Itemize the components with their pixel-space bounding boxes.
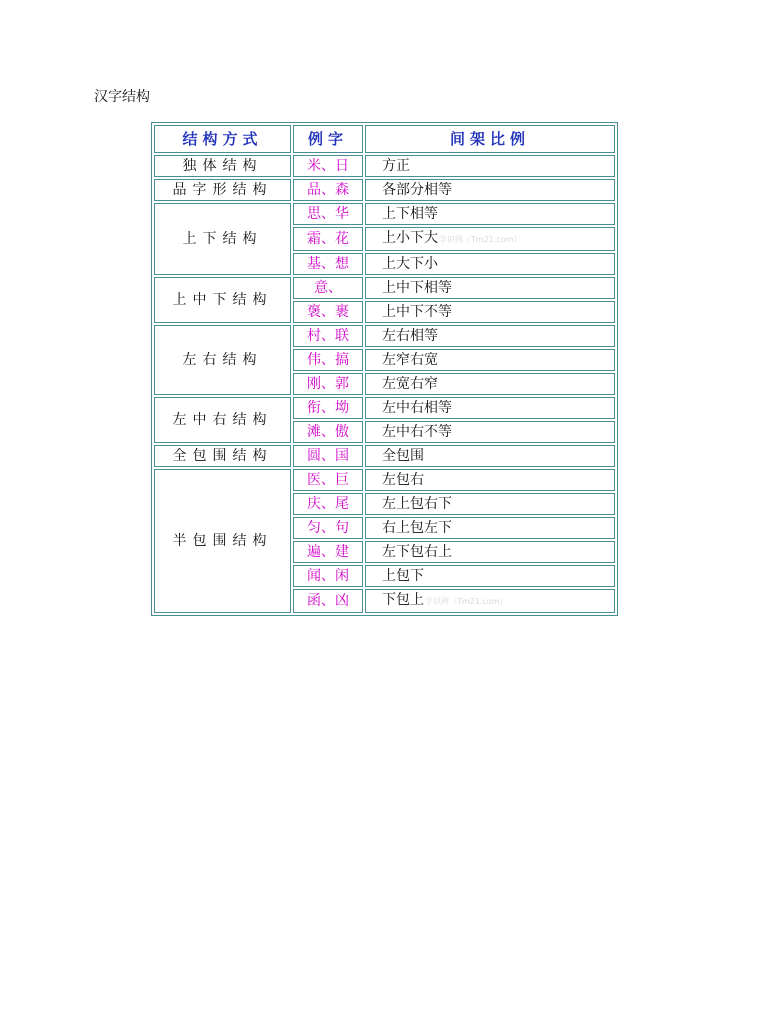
frame-ratio-cell [365,445,615,467]
frame-ratio-text: 左中右不等 [382,424,452,440]
frame-ratio-cell [365,397,615,419]
example-chars-cell: 褒、裹 [293,301,363,323]
structure-type-cell: 品字形结构 [154,179,291,201]
example-chars-cell: 意、 [293,277,363,299]
example-chars-cell: 闻、闲 [293,565,363,587]
table-row [154,155,615,177]
watermark-text: 学识网（Tm21.com） [439,235,522,244]
header-example-chars: 例字 [293,125,363,153]
frame-ratio-cell [365,325,615,347]
frame-ratio-cell [365,203,615,225]
structure-type-cell: 独体结构 [154,155,291,177]
example-chars-cell: 米、日 [293,155,363,177]
example-chars-cell: 基、想 [293,253,363,275]
example-chars-cell: 思、华 [293,203,363,225]
frame-ratio-text: 左右相等 [382,328,438,344]
frame-ratio-cell [365,349,615,371]
frame-ratio-cell [365,517,615,539]
frame-ratio-text: 上中下相等 [382,280,452,296]
frame-ratio-cell [365,277,615,299]
example-chars-cell: 匀、句 [293,517,363,539]
example-chars-cell: 函、凶 [293,589,363,613]
frame-ratio-cell [365,227,615,251]
frame-ratio-text: 方正 [382,158,410,174]
table-row [154,445,615,467]
frame-ratio-cell [365,469,615,491]
frame-ratio-cell [365,541,615,563]
structure-type-cell: 上下结构 [154,203,291,275]
frame-ratio-text: 左宽右窄 [382,376,438,392]
frame-ratio-text: 左包右 [382,472,424,488]
frame-ratio-cell [365,373,615,395]
table-row [154,179,615,201]
frame-ratio-text: 下包上 [382,592,424,608]
structure-type-cell: 左右结构 [154,325,291,395]
frame-ratio-text: 左中右相等 [382,400,452,416]
frame-ratio-cell [365,179,615,201]
frame-ratio-text: 左上包右下 [382,496,452,512]
header-frame-ratio: 间架比例 [365,125,615,153]
frame-ratio-cell [365,565,615,587]
example-chars-cell: 霜、花 [293,227,363,251]
table-row [154,325,615,347]
frame-ratio-text: 全包围 [382,448,424,464]
frame-ratio-cell [365,301,615,323]
example-chars-cell: 刚、郭 [293,373,363,395]
structure-table [151,122,618,616]
frame-ratio-cell [365,589,615,613]
structure-type-cell: 半包围结构 [154,469,291,613]
frame-ratio-text: 右上包左下 [382,520,452,536]
table-row [154,397,615,419]
structure-type-cell: 上中下结构 [154,277,291,323]
example-chars-cell: 滩、傲 [293,421,363,443]
table-row [154,277,615,299]
watermark-text: 学识网（Tm21.com） [425,597,508,606]
example-chars-cell: 品、森 [293,179,363,201]
frame-ratio-cell [365,155,615,177]
example-chars-cell: 圆、国 [293,445,363,467]
structure-type-cell: 全包围结构 [154,445,291,467]
frame-ratio-text: 上小下大 [382,230,438,246]
frame-ratio-text: 上下相等 [382,206,438,222]
example-chars-cell: 伟、搞 [293,349,363,371]
header-structure-type: 结构方式 [154,125,291,153]
frame-ratio-text: 左下包右上 [382,544,452,560]
example-chars-cell: 衔、坳 [293,397,363,419]
example-chars-cell: 医、巨 [293,469,363,491]
structure-type-cell: 左中右结构 [154,397,291,443]
example-chars-cell: 庆、尾 [293,493,363,515]
table-body [154,155,615,613]
document-title: 汉字结构 [94,89,150,105]
frame-ratio-cell [365,493,615,515]
example-chars-cell: 遍、建 [293,541,363,563]
table-row [154,469,615,491]
frame-ratio-cell [365,253,615,275]
example-chars-cell: 村、联 [293,325,363,347]
table-header-row [154,125,615,153]
table-row [154,203,615,225]
frame-ratio-cell [365,421,615,443]
frame-ratio-text: 上中下不等 [382,304,452,320]
frame-ratio-text: 左窄右宽 [382,352,438,368]
frame-ratio-text: 上包下 [382,568,424,584]
frame-ratio-text: 上大下小 [382,256,438,272]
frame-ratio-text: 各部分相等 [382,182,452,198]
